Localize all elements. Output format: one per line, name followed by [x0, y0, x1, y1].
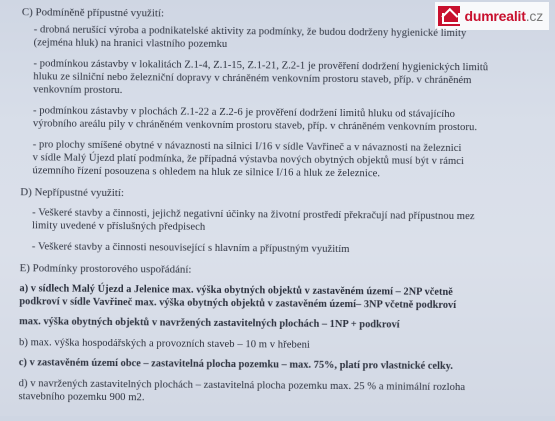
- text-line: - Veškeré stavby a činnosti nesouvisející s hlavním a přípustným využitím: [31, 241, 350, 256]
- text-line: - podmínkou zástavby v plochách Z.1-22 a Z.2-6 je prověření dodržení limitů hluku od stávajícího: [32, 105, 456, 120]
- text-line: d) v navržených zastavitelných plochách – zastavitelná plocha pozemku max. 25 % a minimální rozloha: [18, 378, 466, 394]
- heading-e: E) Podmínky prostorového uspořádání:: [19, 262, 192, 276]
- text-line: stavebního pozemku 900 m2.: [18, 391, 145, 404]
- text-line: hluku ze silniční nebo železniční dopravy v chráněném venkovním prostoru staveb, příp. v chráněném: [33, 71, 472, 87]
- text-line: limity uvedené v příslušných předpisech: [31, 220, 206, 233]
- logo-tld: .cz: [525, 8, 543, 24]
- text-line: územního řízení posouzena s ohledem na hluk ze silnice I/16 a hluk ze železnice.: [32, 165, 381, 180]
- text-line: (zejména hluk) na hranici vlastního pozemku: [33, 37, 228, 50]
- text-line: v sídle Malý Újezd platí podmínka, že případná výstavba nových obytných objektů musí být v rámci: [32, 152, 465, 168]
- text-line: b) max. výška hospodářských a provozních staveb – 10 m v hřebeni: [18, 337, 310, 351]
- text-line-bold: a) v sídlech Malý Újezd a Jelenice max. výška obytných objektů v zastavěném území – 2NP včetně: [19, 283, 453, 298]
- text-line-bold: c) v zastavěném území obce – zastavitelná plocha pozemku – max. 75%, platí pro vlastnické celky.: [18, 357, 454, 372]
- text-line: - Veškeré stavby a činnosti, jejichž negativní účinky na životní prostředí překračují nad přípustnou mez: [32, 207, 475, 223]
- text-line-bold: podkroví v sídle Vavřineč max. výška obytných objektů v zastavěném území– 3NP včetně podkroví: [19, 296, 457, 311]
- heading-d: D) Nepřípustné využití:: [20, 186, 125, 200]
- text-line: - pro plochy smíšené obytné v návaznosti na silnici I/16 v sídle Vavřineč a v návaznosti na železnici: [32, 139, 462, 155]
- text-line-bold: max. výška obytných objektů v navržených zastavitelných plochách – 1NP + podkroví: [19, 316, 400, 331]
- logo-brand: dumrealit: [464, 8, 526, 24]
- text-line: - podmínkou zástavby v lokalitách Z.1-4, Z.1-15, Z.1-21, Z.2-1 je prověření dodržení hygienických limitů: [33, 58, 489, 74]
- heading-c: C) Podmíněně přípustné využití:: [21, 6, 165, 20]
- text-line: venkovním prostoru.: [33, 84, 123, 97]
- text-line: výrobního areálu pily v chráněném venkovním prostoru staveb, příp. v chráněném venkovním prostoru.: [32, 118, 478, 134]
- text-line: - drobná nerušící výroba a podnikatelské aktivity za podmínky, že budou dodrženy hygienické limity: [33, 24, 467, 40]
